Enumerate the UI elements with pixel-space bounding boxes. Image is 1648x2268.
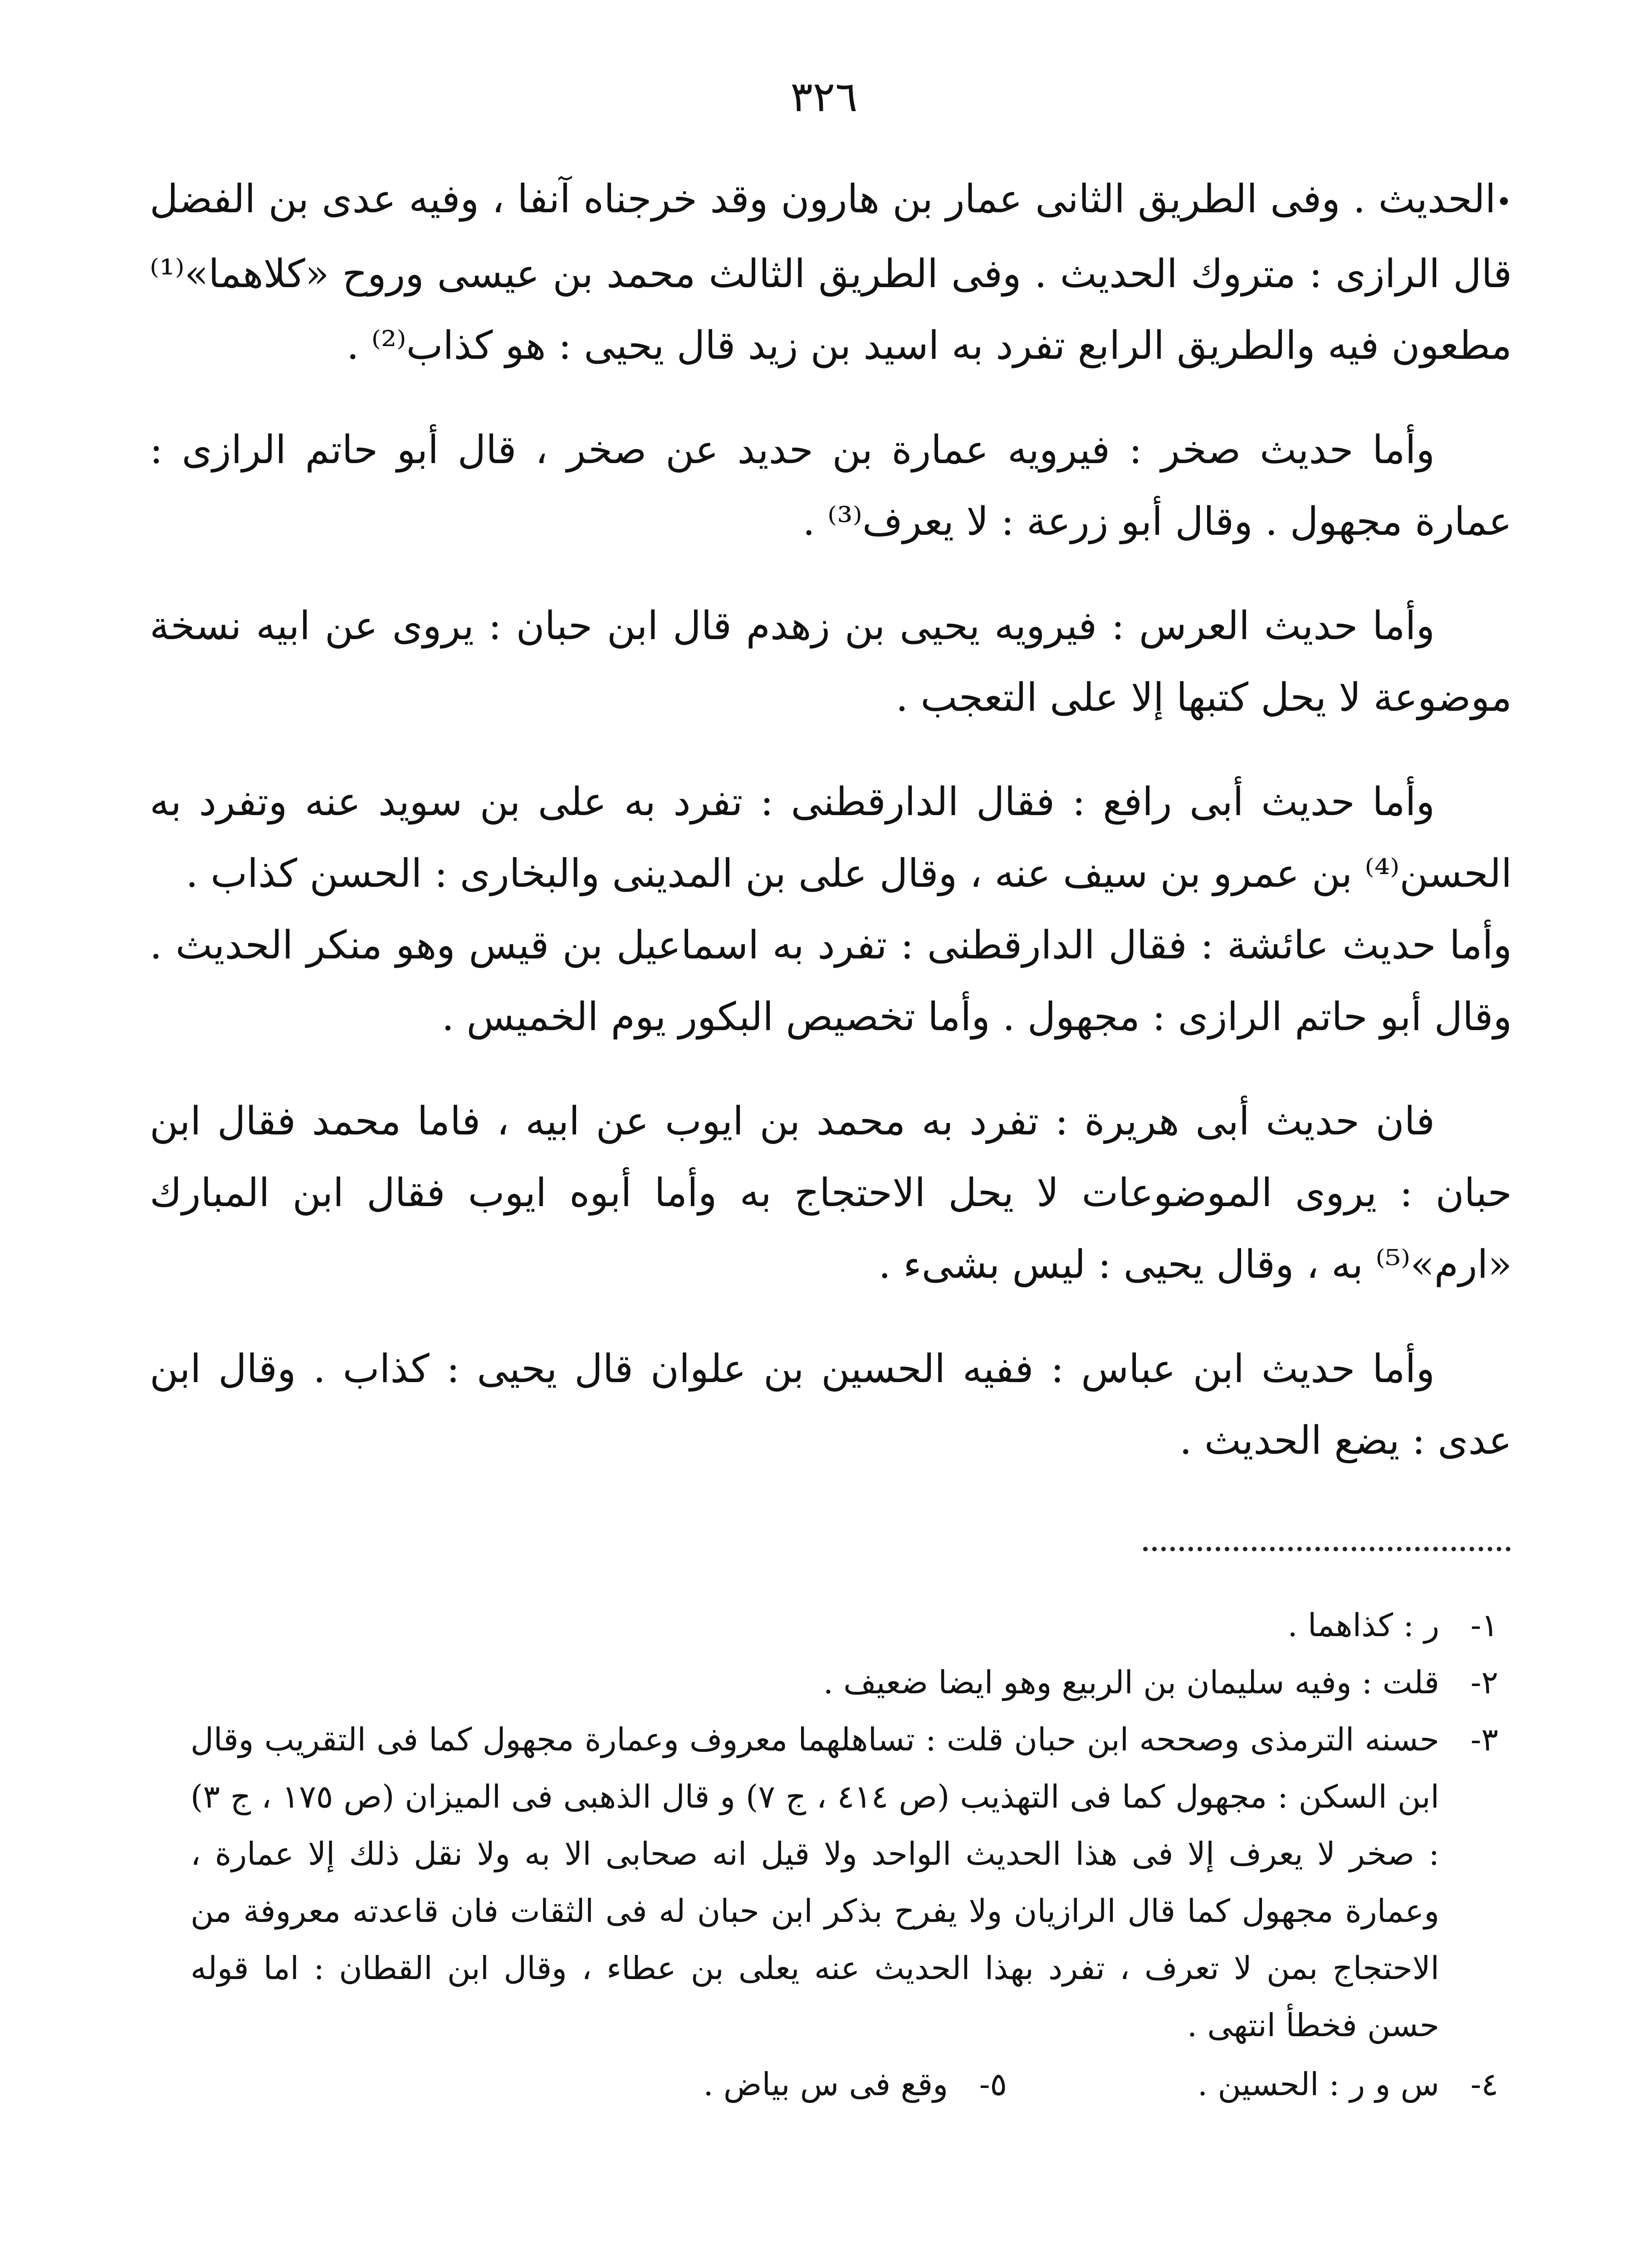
footnote-row-4-5	[191, 2056, 1498, 2113]
footnote-number: ٥-	[979, 2066, 1007, 2103]
footnote-number: ٣-	[1470, 1721, 1498, 1758]
footnotes	[191, 1597, 1498, 2113]
paragraph-1-text: الحديث . وفى الطريق الثانى عمار بن هارون وقد خرجناه آنفا ، وفيه عدى بن الفضل قال الرازى : متروك الحديث . وفى الطريق الثالث محمد بن عيسى وروح «كلاهما»⁽¹⁾ مطعون فيه والطريق الرابع تفرد به اسيد بن زيد قال يحيى : هو كذاب⁽²⁾ .	[150, 176, 1512, 368]
footnote-number: ٢-	[1470, 1664, 1498, 1701]
footnote-3	[191, 1711, 1498, 2054]
footnote-text: س و ر : الحسين .	[1198, 2066, 1439, 2103]
footnote-5	[703, 2056, 1007, 2113]
footnote-text: ر : كذاهما .	[1287, 1607, 1439, 1644]
page-number: ٣٢٦	[790, 73, 858, 121]
paragraph-1	[150, 163, 1512, 381]
paragraph-2: وأما حديث صخر : فيرويه عمارة بن حديد عن صخر ، قال أبو حاتم الرازى : عمارة مجهول . وقال أبو زرعة : لا يعرف⁽³⁾ .	[150, 427, 1512, 544]
footnote-number: ١-	[1470, 1607, 1498, 1644]
footnote-number: ٤-	[1470, 2066, 1498, 2103]
footnote-text: حسنه الترمذى وصححه ابن حبان قلت : تساهلهما معروف وعمارة مجهول كما فى التقريب وقال ابن السكن : مجهول كما فى التهذيب (ص ٤١٤ ، ج ٧) و قال الذهبى فى الميزان (ص ١٧٥ ، ج ٣) : صخر لا يعرف إلا فى هذا الحديث الواحد ولا قيل انه صحابى الا به ولا نقل ذلك إلا عمارة ، وعمارة مجهول كما قال الرازيان ولا يفرح بذكر ابن حبان له فى الثقات فان قاعدته معروفة من الاحتجاج بمن لا تعرف ، تفرد بهذا الحديث عنه يعلى بن عطاء ، وقال ابن القطان : اما قوله حسن فخطأ انتهى .	[191, 1721, 1440, 2044]
paragraph-6: فان حديث أبى هريرة : تفرد به محمد بن ايوب عن ابيه ، فاما محمد فقال ابن حبان : يروى الموضوعات لا يحل الاحتجاج به وأما أبوه ايوب فقال ابن المبارك «ارم»⁽⁵⁾ به ، وقال يحيى : ليس بشىء .	[150, 1098, 1512, 1287]
paragraph-7: وأما حديث ابن عباس : ففيه الحسين بن علوان قال يحيى : كذاب . وقال ابن عدى : يضع الحديث .	[150, 1346, 1512, 1463]
bullet-mark: •	[1496, 186, 1512, 218]
paragraph-3: وأما حديث العرس : فيرويه يحيى بن زهدم قال ابن حبان : يروى عن ابيه نسخة موضوعة لا يحل كتبها إلا على التعجب .	[150, 603, 1512, 720]
footnote-2	[191, 1654, 1498, 1711]
footnote-text: وقع فى س بياض .	[703, 2066, 949, 2103]
footnote-divider	[1143, 1547, 1511, 1551]
footnote-text: قلت : وفيه سليمان بن الربيع وهو ايضا ضعيف .	[823, 1664, 1439, 1701]
footnote-1	[191, 1597, 1498, 1654]
main-text	[150, 163, 1512, 1509]
footnote-4	[1198, 2056, 1498, 2113]
paragraph-4: وأما حديث أبى رافع : فقال الدارقطنى : تفرد به على بن سويد عنه وتفرد به الحسن⁽⁴⁾ بن عمرو بن سيف عنه ، وقال على بن المدينى والبخارى : الحسن كذاب .	[150, 779, 1512, 896]
paragraph-5: وأما حديث عائشة : فقال الدارقطنى : تفرد به اسماعيل بن قيس وهو منكر الحديث . وقال أبو حاتم الرازى : مجهول . وأما تخصيص البكور يوم الخميس .	[150, 922, 1512, 1040]
